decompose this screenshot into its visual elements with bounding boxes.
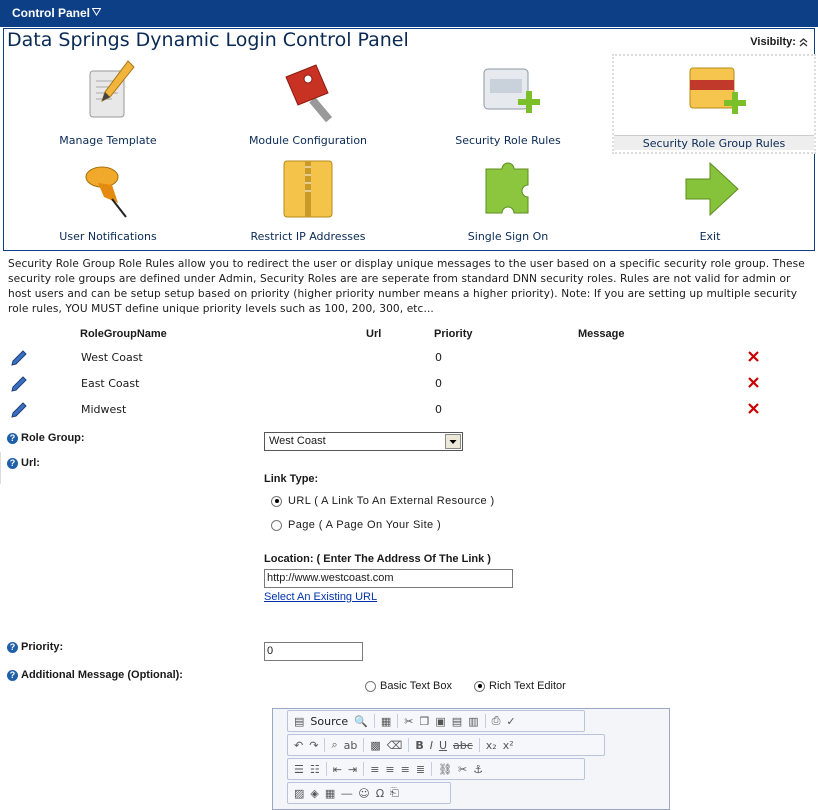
col-header-priority: Priority <box>434 328 473 340</box>
underline-icon[interactable]: U <box>438 738 448 752</box>
basic-text-box-option[interactable] <box>365 680 452 692</box>
rich-text-editor[interactable] <box>272 708 670 810</box>
bold-icon[interactable]: B <box>415 738 424 752</box>
link-type-page-label: Page ( A Page On Your Site ) <box>288 519 442 531</box>
subscript-icon[interactable]: x₂ <box>485 738 497 752</box>
separator <box>485 714 486 728</box>
role-group-value: West Coast <box>269 435 326 447</box>
monitor-add-icon <box>468 57 548 129</box>
url-label: Url: <box>21 457 40 469</box>
print-icon[interactable]: ⎙ <box>491 714 501 727</box>
tile-label: Exit <box>699 230 721 243</box>
tile-label: Module Configuration <box>248 134 368 147</box>
strikethrough-icon[interactable]: abc <box>453 738 473 752</box>
col-header-message: Message <box>578 328 625 340</box>
indent-icon[interactable]: ⇥ <box>347 762 358 776</box>
anchor-icon[interactable]: ⚓ <box>473 762 484 776</box>
spellcheck-icon[interactable]: ✓ <box>506 714 516 728</box>
row-priority: 0 <box>435 351 442 364</box>
help-icon[interactable]: ? <box>7 433 18 444</box>
separator <box>363 762 364 776</box>
source-icon[interactable]: ▤ <box>294 714 305 728</box>
priority-input[interactable] <box>264 642 363 661</box>
link-type-url-option[interactable] <box>271 495 495 507</box>
radio-basic-text-box[interactable] <box>365 681 376 692</box>
edit-pencil-icon[interactable] <box>11 376 27 392</box>
role-group-select[interactable] <box>264 432 463 451</box>
editor-toolbar-row-4 <box>287 782 451 804</box>
separator <box>408 738 409 752</box>
paste-icon[interactable]: ▣ <box>435 714 446 728</box>
edit-pencil-icon[interactable] <box>11 402 27 418</box>
description-text: Security Role Group Role Rules allow you to redirect the user or display unique messages to the user based on a specific security role group. These security role groups are defined under Admin, Security Roles are are seperate from standard DNN security roles. Rules are not valid for admin or host users and can be setup setup based on priority (higher priority number means a higher priority). Note: If you are setting up multiple security role rules, YOU MUST define unique priority levels such as 100, 200, 300, etc... <box>8 258 805 315</box>
separator <box>397 714 398 728</box>
radio-rich-text-editor[interactable] <box>474 681 485 692</box>
row-name: Midwest <box>81 403 127 416</box>
delete-icon[interactable] <box>747 402 760 415</box>
radio-page[interactable] <box>271 520 282 531</box>
row-priority: 0 <box>435 377 442 390</box>
dropdown-arrow-icon[interactable] <box>445 434 461 449</box>
copy-icon[interactable]: ❐ <box>419 714 430 728</box>
tile-label: Restrict IP Addresses <box>250 230 366 243</box>
delete-icon[interactable] <box>747 350 760 363</box>
link-type-page-option[interactable] <box>271 519 441 531</box>
tile-manage-template[interactable] <box>8 57 208 147</box>
tile-label: User Notifications <box>59 230 157 243</box>
tile-label: Manage Template <box>59 134 157 147</box>
source-button[interactable]: Source <box>310 714 349 728</box>
preview-icon[interactable]: 🔍 <box>354 714 368 728</box>
tile-security-role-group-rules[interactable] <box>612 54 816 154</box>
page-break-icon[interactable]: ⎗ <box>390 786 399 799</box>
cut-icon[interactable]: ✂ <box>404 714 414 728</box>
table-row <box>0 346 818 372</box>
tile-security-role-rules[interactable] <box>408 57 608 147</box>
find-icon[interactable]: ⌕ <box>331 738 338 751</box>
control-panel-title[interactable]: Control Panel <box>12 6 91 20</box>
editor-toolbar-row-2 <box>287 734 605 756</box>
special-char-icon[interactable]: Ω <box>375 786 385 800</box>
priority-label: Priority: <box>21 641 64 653</box>
align-left-icon[interactable]: ≡ <box>370 762 380 776</box>
select-existing-url-link[interactable]: Select An Existing URL <box>264 591 378 603</box>
justify-icon[interactable]: ≣ <box>415 762 426 776</box>
help-icon[interactable]: ? <box>7 458 18 469</box>
priority-value: 0 <box>267 645 274 657</box>
message-label: Additional Message (Optional): <box>21 669 183 681</box>
tile-label: Security Role Group Rules <box>614 135 814 150</box>
notepad-pencil-icon <box>68 57 148 129</box>
zip-folder-icon <box>268 153 348 225</box>
pushpin-icon <box>68 153 148 225</box>
col-header-rolegroupname: RoleGroupName <box>80 328 167 340</box>
url-field-label <box>7 457 40 469</box>
col-header-url: Url <box>366 328 382 340</box>
separator <box>363 738 364 752</box>
align-right-icon[interactable]: ≡ <box>400 762 410 776</box>
unlink-icon[interactable]: ✂ <box>458 762 468 776</box>
rich-text-editor-option[interactable] <box>474 680 566 692</box>
tile-exit[interactable] <box>610 153 810 243</box>
separator <box>431 762 432 776</box>
tile-user-notifications[interactable] <box>8 153 208 243</box>
replace-icon[interactable]: ab <box>343 738 358 752</box>
row-priority: 0 <box>435 403 442 416</box>
paste-text-icon[interactable]: ▤ <box>451 714 463 728</box>
puzzle-icon <box>468 153 548 225</box>
delete-icon[interactable] <box>747 376 760 389</box>
divider <box>0 452 4 484</box>
horizontal-rule-icon[interactable]: ― <box>341 786 353 800</box>
panel-title: Data Springs Dynamic Login Control Panel <box>7 29 409 51</box>
location-label: Location: ( Enter The Address Of The Link ) <box>264 553 491 565</box>
tile-label: Security Role Rules <box>455 134 561 147</box>
link-type-label: Link Type: <box>264 473 319 485</box>
templates-icon[interactable]: ▦ <box>380 714 392 728</box>
superscript-icon[interactable]: x² <box>502 738 514 752</box>
role-group-field-label <box>7 432 85 444</box>
bulleted-list-icon[interactable]: ☷ <box>309 762 320 776</box>
arrow-right-icon <box>670 153 750 225</box>
paste-word-icon[interactable]: ▥ <box>468 714 479 728</box>
outdent-icon[interactable]: ⇤ <box>332 762 342 776</box>
editor-toolbar-row-3 <box>287 758 585 780</box>
double-chevron-up-icon[interactable] <box>799 38 808 47</box>
basic-text-box-label: Basic Text Box <box>380 680 452 692</box>
visibility-label: Visibilty: <box>750 36 796 48</box>
table-icon[interactable]: ▦ <box>324 786 336 800</box>
radio-url[interactable] <box>271 496 282 507</box>
image-icon[interactable]: ▨ <box>294 786 305 800</box>
separator <box>374 714 375 728</box>
smiley-icon[interactable]: ☺ <box>358 786 370 800</box>
message-field-label <box>7 669 183 681</box>
numbered-list-icon[interactable]: ☰ <box>294 762 304 776</box>
control-panel <box>3 28 815 251</box>
priority-field-label <box>7 641 63 653</box>
redo-icon[interactable]: ↷ <box>309 738 319 752</box>
role-group-label: Role Group: <box>21 432 85 444</box>
tile-single-sign-on[interactable] <box>408 153 608 243</box>
flash-icon[interactable]: ◈ <box>310 786 319 800</box>
location-value: http://www.westcoast.com <box>267 572 394 584</box>
key-tag-icon <box>268 57 348 129</box>
align-center-icon[interactable]: ≡ <box>385 762 395 776</box>
select-all-icon[interactable]: ▩ <box>370 738 381 752</box>
editor-toolbar-row-1 <box>287 710 585 732</box>
edit-pencil-icon[interactable] <box>11 350 27 366</box>
tile-module-configuration[interactable] <box>208 57 408 147</box>
location-input[interactable] <box>264 569 513 588</box>
control-panel-bar <box>0 0 818 27</box>
separator <box>324 738 325 752</box>
separator <box>479 738 480 752</box>
row-name: West Coast <box>81 351 143 364</box>
undo-icon[interactable]: ↶ <box>294 738 304 752</box>
link-type-url-label: URL ( A Link To An External Resource ) <box>288 495 495 507</box>
remove-format-icon[interactable]: ⌫ <box>386 738 403 752</box>
rich-text-editor-label: Rich Text Editor <box>489 680 566 692</box>
folder-add-icon <box>674 58 754 130</box>
tile-restrict-ip-addresses[interactable] <box>208 153 408 243</box>
chevron-down-icon[interactable] <box>92 8 101 16</box>
help-icon[interactable]: ? <box>7 642 18 653</box>
tile-label: Single Sign On <box>467 230 549 243</box>
help-icon[interactable]: ? <box>7 670 18 681</box>
italic-icon[interactable]: I <box>429 738 433 752</box>
table-row <box>0 398 818 424</box>
row-name: East Coast <box>81 377 140 390</box>
link-icon[interactable]: ⛓ <box>438 762 453 776</box>
visibility-toggle[interactable] <box>750 36 808 48</box>
table-row <box>0 372 818 398</box>
separator <box>326 762 327 776</box>
